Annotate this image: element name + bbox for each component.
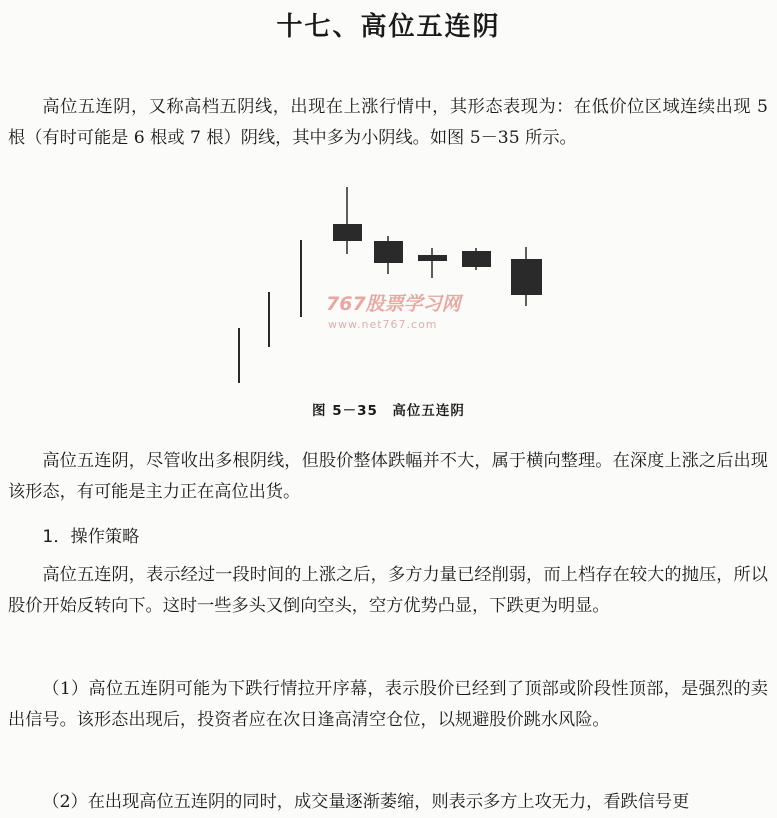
watermark-url: www.net767.com xyxy=(328,318,438,331)
point-1-paragraph: （1）高位五连阴可能为下跌行情拉开序幕，表示股价已经到了顶部或阶段性顶部，是强烈的卖出信号。该形态出现后，投资者应在次日逢高清空仓位，以规避股价跳水风险。 xyxy=(8,679,768,730)
bearish-candle-5 xyxy=(511,247,542,306)
strategy-paragraph: 高位五连阴，表示经过一段时间的上涨之后，多方力量已经削弱，而上档存在较大的抛压，所以股价开始反转向下。这时一些多头又倒向空头，空方优势凸显，下跌更为明显。 xyxy=(8,565,768,616)
bearish-candle-4 xyxy=(462,248,491,270)
watermark-logo: 767股票学习网 xyxy=(326,293,461,315)
page-title: 十七、高位五连阴 xyxy=(276,12,501,42)
figure-caption: 图 5－35 高位五连阴 xyxy=(312,403,465,419)
bearish-candle-2 xyxy=(374,236,403,274)
intro-paragraph: 高位五连阴，又称高档五阴线，出现在上涨行情中，其形态表现为：在低价位区域连续出现 5 根（有时可能是 6 根或 7 根）阴线，其中多为小阴线。如图 5－35 所示。 xyxy=(8,97,768,148)
description-paragraph: 高位五连阴，尽管收出多根阴线，但股价整体跌幅并不大，属于横向整理。在深度上涨之后出现该形态，有可能是主力正在高位出货。 xyxy=(8,451,768,502)
candlestick-figure xyxy=(220,182,560,392)
section-heading: 1．操作策略 xyxy=(42,527,140,547)
bearish-candle-1 xyxy=(333,187,362,254)
point-2-paragraph: （2）在出现高位五连阴的同时，成交量逐渐萎缩，则表示多方上攻无力，看跌信号更 xyxy=(42,792,690,812)
bearish-candle-3 xyxy=(418,248,447,278)
